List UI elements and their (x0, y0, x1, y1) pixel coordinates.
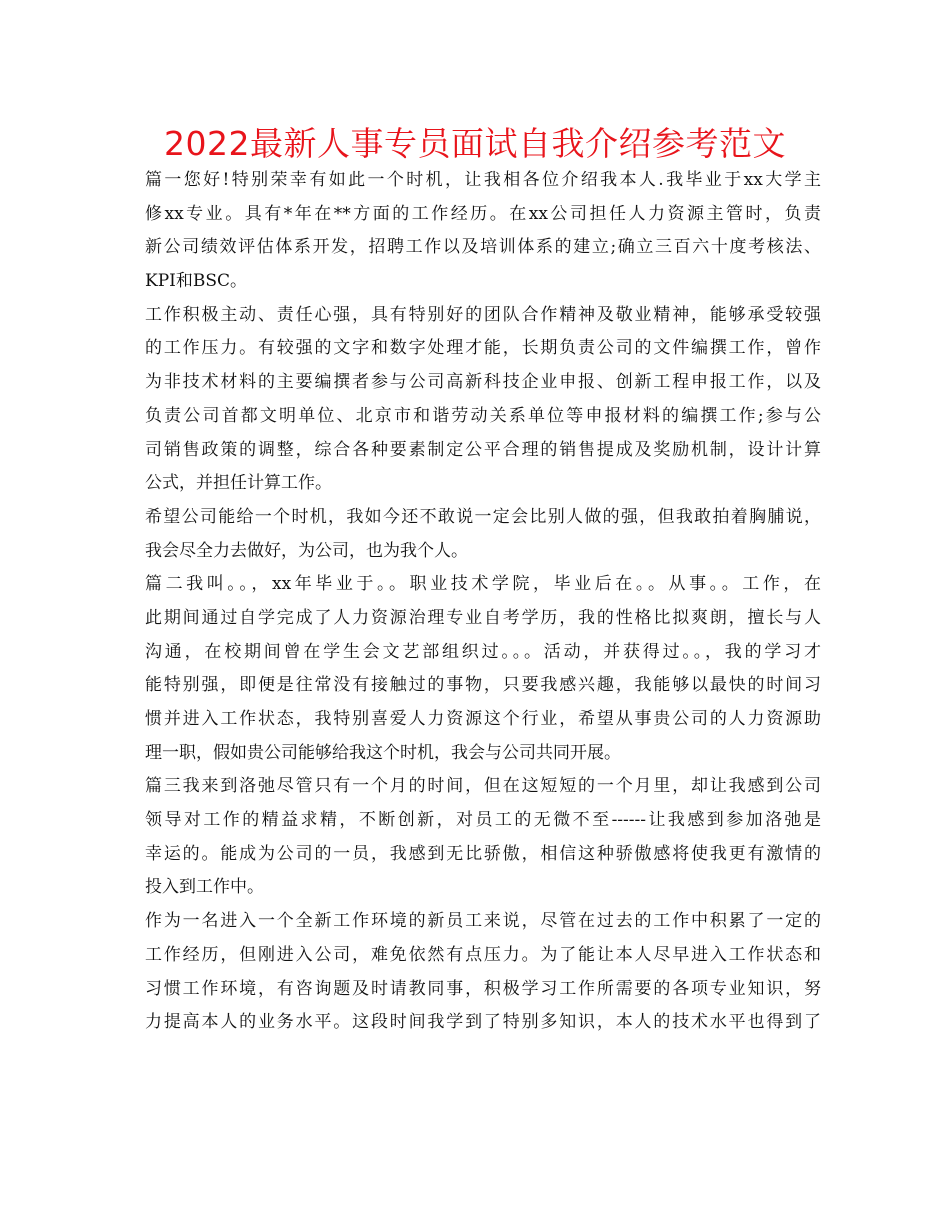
body-line: 理一职，假如贵公司能够给我这个时机，我会与公司共同开展。 (145, 742, 621, 763)
body-line: 希望公司能给一个时机，我如今还不敢说一定会比别人做的强，但我敢拍着胸脯说， (145, 506, 821, 527)
body-line: 此期间通过自学完成了人力资源治理专业自考学历，我的性格比拟爽朗，擅长与人 (145, 607, 821, 628)
body-line: 惯并进入工作状态，我特别喜爱人力资源这个行业，希望从事贵公司的人力资源助 (145, 709, 821, 729)
body-line: 新公司绩效评估体系开发，招聘工作以及培训体系的建立;确立三百六十度考核法、 (145, 237, 821, 258)
body-line: 负责公司首都文明单位、北京市和谐劳动关系单位等申报材料的编撰工作;参与公 (145, 405, 821, 426)
body-line: 我会尽全力去做好，为公司，也为我个人。 (145, 540, 468, 561)
document-title: 2022最新人事专员面试自我介绍参考范文 (164, 124, 786, 163)
body-line: 篇一您好!特别荣幸有如此一个时机，让我相各位介绍我本人.我毕业于xx大学主 (145, 170, 821, 190)
body-line: 习惯工作环境，有咨询题及时请教同事，积极学习工作所需要的各项专业知识，努 (145, 978, 821, 999)
body-line: 篇三我来到洛弛尽管只有一个月的时间，但在这短短的一个月里，却让我感到公司 (145, 776, 821, 797)
body-line: 司销售政策的调整，综合各种要素制定公平合理的销售提成及奖励机制，设计计算 (145, 439, 821, 460)
body-line: 领导对工作的精益求精，不断创新，对员工的无微不至------让我感到参加洛弛是 (145, 810, 821, 831)
body-line: 工作经历，但刚进入公司，难免依然有点压力。为了能让本人尽早进入工作状态和 (145, 944, 821, 965)
body-line: KPI和BSC。 (145, 271, 247, 292)
body-line: 工作积极主动、责任心强，具有特别好的团队合作精神及敬业精神，能够承受较强 (145, 304, 821, 325)
body-line: 的工作压力。有较强的文字和数字处理才能，长期负责公司的文件编撰工作，曾作 (145, 338, 821, 359)
body-line: 修xx专业。具有*年在**方面的工作经历。在xx公司担任人力资源主管时，负责 (145, 203, 821, 224)
body-line: 幸运的。能成为公司的一员，我感到无比骄傲，相信这种骄傲感将使我更有激情的 (145, 843, 821, 864)
document-body (145, 164, 821, 1040)
body-line: 力提高本人的业务水平。这段时间我学到了特别多知识，本人的技术水平也得到了 (145, 1012, 821, 1033)
body-line: 作为一名进入一个全新工作环境的新员工来说，尽管在过去的工作中积累了一定的 (145, 911, 821, 932)
body-line: 沟通，在校期间曾在学生会文艺部组织过。。。活动，并获得过。。，我的学习才 (145, 641, 821, 662)
body-line: 为非技术材料的主要编撰者参与公司高新科技企业申报、创新工程申报工作，以及 (145, 372, 821, 393)
body-line: 公式，并担任计算工作。 (145, 473, 332, 494)
body-line: 能特别强，即便是往常没有接触过的事物，只要我感兴趣，我能够以最快的时间习 (145, 675, 821, 696)
body-line: 篇二我叫。。，xx年毕业于。。职业技术学院，毕业后在。。从事。。工作，在 (145, 574, 821, 595)
body-line: 投入到工作中。 (145, 877, 264, 898)
